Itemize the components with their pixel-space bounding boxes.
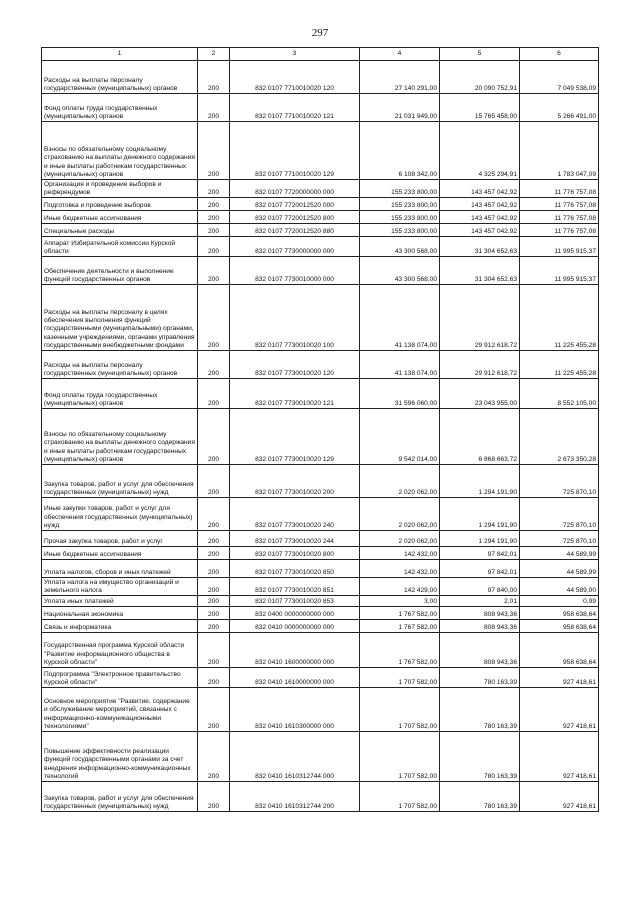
row-code-cell: 832 0107 7710010020 129 — [230, 122, 360, 180]
row-remainder-value-cell: 11 776 757,08 — [520, 180, 599, 198]
row-code-cell: 832 0107 7720012520 880 — [230, 224, 360, 237]
row-col2-cell: 200 — [198, 198, 230, 211]
row-plan-value-cell: 1 707 582,00 — [360, 732, 440, 782]
row-remainder-value-cell: 11 995 915,37 — [520, 257, 599, 285]
row-plan-value-cell: 155 233 800,00 — [360, 180, 440, 198]
row-name-cell: Расходы на выплаты персоналу государственных (муниципальных) органов — [42, 61, 198, 94]
row-remainder-value-cell: 958 638,64 — [520, 633, 599, 668]
row-executed-value-cell: 780 163,39 — [440, 782, 520, 812]
row-name-cell: Аппарат Избирательной комиссии Курской области — [42, 237, 198, 257]
row-remainder-value-cell: 11 225 455,28 — [520, 351, 599, 379]
table-row — [42, 94, 599, 122]
row-col2-cell: 200 — [198, 633, 230, 668]
row-executed-value-cell: 808 943,36 — [440, 607, 520, 620]
row-col2-cell: 200 — [198, 547, 230, 560]
row-plan-value-cell: 1 707 582,00 — [360, 688, 440, 732]
row-code-cell: 832 0107 7720000000 000 — [230, 180, 360, 198]
row-remainder-value-cell: 927 418,61 — [520, 782, 599, 812]
row-col2-cell: 200 — [198, 94, 230, 122]
row-col2-cell: 200 — [198, 782, 230, 812]
row-executed-value-cell: 31 304 652,63 — [440, 237, 520, 257]
row-plan-value-cell: 155 233 800,00 — [360, 211, 440, 224]
row-name-cell: Закупка товаров, работ и услуг для обеспечения государственных (муниципальных) нужд — [42, 465, 198, 498]
row-name-cell: Иные бюджетные ассигнования — [42, 211, 198, 224]
row-col2-cell: 200 — [198, 122, 230, 180]
row-plan-value-cell: 1 767 582,00 — [360, 633, 440, 668]
row-executed-value-cell: 23 043 955,00 — [440, 379, 520, 409]
row-remainder-value-cell: 0,99 — [520, 596, 599, 607]
row-col2-cell: 200 — [198, 560, 230, 578]
row-col2-cell: 200 — [198, 224, 230, 237]
row-code-cell: 832 0107 7730010020 100 — [230, 285, 360, 351]
row-name-cell: Основное мероприятие "Развитие, содержание и обслуживание мероприятий, связанных с информационно-коммуникационными технологиями" — [42, 688, 198, 732]
row-col2-cell: 200 — [198, 409, 230, 465]
row-col2-cell: 200 — [198, 237, 230, 257]
table-row — [42, 237, 599, 257]
row-executed-value-cell: 808 943,36 — [440, 620, 520, 633]
budget-table — [41, 47, 599, 812]
row-executed-value-cell: 31 304 652,63 — [440, 257, 520, 285]
page-number: 297 — [311, 27, 329, 39]
row-name-cell: Подпрограмма "Электронное правительство Курской области" — [42, 668, 198, 688]
row-code-cell: 832 0410 1610312744 000 — [230, 732, 360, 782]
row-col2-cell: 200 — [198, 620, 230, 633]
row-remainder-value-cell: 7 049 538,09 — [520, 61, 599, 94]
row-remainder-value-cell: 958 638,64 — [520, 620, 599, 633]
row-plan-value-cell: 27 140 291,00 — [360, 61, 440, 94]
row-code-cell: 832 0107 7730010020 129 — [230, 409, 360, 465]
row-col2-cell: 200 — [198, 732, 230, 782]
row-remainder-value-cell: 11 776 757,08 — [520, 211, 599, 224]
row-plan-value-cell: 142 429,00 — [360, 578, 440, 596]
row-executed-value-cell: 143 457 042,92 — [440, 224, 520, 237]
row-code-cell: 832 0410 0000000000 000 — [230, 620, 360, 633]
row-code-cell: 832 0107 7730010020 851 — [230, 578, 360, 596]
row-executed-value-cell: 1 294 191,90 — [440, 465, 520, 498]
row-executed-value-cell: 4 325 294,91 — [440, 122, 520, 180]
row-plan-value-cell: 142 432,00 — [360, 560, 440, 578]
row-name-cell: Взносы по обязательному социальному страхованию на выплаты денежного содержания и иные выплаты работникам государственных (муниципальных) органов — [42, 409, 198, 465]
row-name-cell: Уплата налогов, сборов и иных платежей — [42, 560, 198, 578]
row-remainder-value-cell: 11 995 915,37 — [520, 237, 599, 257]
row-plan-value-cell: 6 108 342,00 — [360, 122, 440, 180]
row-col2-cell: 200 — [198, 596, 230, 607]
table-row — [42, 531, 599, 547]
row-name-cell: Связь и информатика — [42, 620, 198, 633]
table-row — [42, 224, 599, 237]
row-code-cell: 832 0107 7730000000 000 — [230, 237, 360, 257]
row-executed-value-cell: 20 090 752,91 — [440, 61, 520, 94]
row-col2-cell: 200 — [198, 688, 230, 732]
row-executed-value-cell: 97 840,00 — [440, 578, 520, 596]
row-code-cell: 832 0107 7730010000 000 — [230, 257, 360, 285]
row-executed-value-cell: 808 943,36 — [440, 633, 520, 668]
row-code-cell: 832 0107 7730010020 850 — [230, 560, 360, 578]
row-remainder-value-cell: 8 552 105,00 — [520, 379, 599, 409]
header-cell: 3 — [230, 48, 360, 61]
row-plan-value-cell: 43 300 568,00 — [360, 257, 440, 285]
row-remainder-value-cell: 11 776 757,08 — [520, 224, 599, 237]
table-row — [42, 465, 599, 498]
row-code-cell: 832 0400 0000000000 000 — [230, 607, 360, 620]
row-remainder-value-cell: 44 589,00 — [520, 578, 599, 596]
row-executed-value-cell: 29 912 618,72 — [440, 351, 520, 379]
header-cell: 6 — [520, 48, 599, 61]
row-remainder-value-cell: 44 589,99 — [520, 547, 599, 560]
row-name-cell: Иные закупки товаров, работ и услуг для обеспечения государственных (муниципальных) нужд — [42, 498, 198, 531]
row-executed-value-cell: 780 163,39 — [440, 668, 520, 688]
row-remainder-value-cell: 725 870,10 — [520, 465, 599, 498]
row-remainder-value-cell: 2 673 350,28 — [520, 409, 599, 465]
row-name-cell: Иные бюджетные ассигнования — [42, 547, 198, 560]
row-code-cell: 832 0107 7710010020 121 — [230, 94, 360, 122]
row-col2-cell: 200 — [198, 351, 230, 379]
row-remainder-value-cell: 725 870,10 — [520, 531, 599, 547]
table-row — [42, 198, 599, 211]
row-name-cell: Закупка товаров, работ и услуг для обеспечения государственных (муниципальных) нужд — [42, 782, 198, 812]
table-row — [42, 351, 599, 379]
row-executed-value-cell: 2,01 — [440, 596, 520, 607]
row-plan-value-cell: 21 031 949,00 — [360, 94, 440, 122]
row-code-cell: 832 0107 7730010020 800 — [230, 547, 360, 560]
row-executed-value-cell: 143 457 042,92 — [440, 211, 520, 224]
row-col2-cell: 200 — [198, 607, 230, 620]
row-name-cell: Фонд оплаты труда государственных (муниципальных) органов — [42, 379, 198, 409]
row-code-cell: 832 0107 7730010020 853 — [230, 596, 360, 607]
row-name-cell: Государственная программа Курской области "Развитие информационного общества в Курской области" — [42, 633, 198, 668]
table-row — [42, 547, 599, 560]
row-remainder-value-cell: 5 266 491,00 — [520, 94, 599, 122]
row-plan-value-cell: 41 138 074,00 — [360, 351, 440, 379]
table-row — [42, 688, 599, 732]
row-col2-cell: 200 — [198, 61, 230, 94]
row-col2-cell: 200 — [198, 578, 230, 596]
row-code-cell: 832 0107 7730010020 200 — [230, 465, 360, 498]
row-code-cell: 832 0410 1610000000 000 — [230, 668, 360, 688]
row-plan-value-cell: 1 767 582,00 — [360, 620, 440, 633]
table-row — [42, 211, 599, 224]
table-row — [42, 409, 599, 465]
header-cell: 1 — [42, 48, 198, 61]
row-name-cell: Прочая закупка товаров, работ и услуг — [42, 531, 198, 547]
row-col2-cell: 200 — [198, 498, 230, 531]
row-code-cell: 832 0107 7730010020 244 — [230, 531, 360, 547]
row-col2-cell: 200 — [198, 465, 230, 498]
row-executed-value-cell: 6 868 663,72 — [440, 409, 520, 465]
row-plan-value-cell: 2 020 062,00 — [360, 465, 440, 498]
header-cell: 5 — [440, 48, 520, 61]
row-plan-value-cell: 41 138 074,00 — [360, 285, 440, 351]
row-col2-cell: 200 — [198, 531, 230, 547]
table-row — [42, 620, 599, 633]
row-plan-value-cell: 9 542 014,00 — [360, 409, 440, 465]
table-row — [42, 61, 599, 94]
row-remainder-value-cell: 927 418,61 — [520, 668, 599, 688]
row-executed-value-cell: 97 842,01 — [440, 547, 520, 560]
row-name-cell: Расходы на выплаты персоналу в целях обеспечения выполнения функций государственными (муниципальными) органами, казенными учреждениями, органами управления государственными внебюджетными фондами — [42, 285, 198, 351]
row-executed-value-cell: 780 163,39 — [440, 688, 520, 732]
row-code-cell: 832 0107 7730010020 240 — [230, 498, 360, 531]
row-col2-cell: 200 — [198, 379, 230, 409]
row-remainder-value-cell: 44 589,99 — [520, 560, 599, 578]
row-code-cell: 832 0410 1610312744 200 — [230, 782, 360, 812]
row-code-cell: 832 0107 7710010020 120 — [230, 61, 360, 94]
row-name-cell: Организация и проведение выборов и референдумов — [42, 180, 198, 198]
table-row — [42, 560, 599, 578]
row-executed-value-cell: 29 912 618,72 — [440, 285, 520, 351]
row-code-cell: 832 0107 7720012520 800 — [230, 211, 360, 224]
row-plan-value-cell: 3,00 — [360, 596, 440, 607]
row-name-cell: Фонд оплаты труда государственных (муниципальных) органов — [42, 94, 198, 122]
row-plan-value-cell: 2 020 062,00 — [360, 498, 440, 531]
table-row — [42, 122, 599, 180]
row-code-cell: 832 0107 7730010020 120 — [230, 351, 360, 379]
row-plan-value-cell: 1 767 582,00 — [360, 607, 440, 620]
row-remainder-value-cell: 725 870,10 — [520, 498, 599, 531]
table-row — [42, 607, 599, 620]
row-name-cell: Обеспечение деятельности и выполнение функций государственных органов — [42, 257, 198, 285]
table-row — [42, 633, 599, 668]
row-name-cell: Уплата налога на имущество организаций и земельного налога — [42, 578, 198, 596]
row-col2-cell: 200 — [198, 257, 230, 285]
row-code-cell: 832 0107 7720012520 000 — [230, 198, 360, 211]
row-plan-value-cell: 155 233 800,00 — [360, 198, 440, 211]
table-row — [42, 732, 599, 782]
row-name-cell: Взносы по обязательному социальному страхованию на выплаты денежного содержания и иные выплаты работникам государственных (муниципальных) органов — [42, 122, 198, 180]
row-name-cell: Специальные расходы — [42, 224, 198, 237]
row-col2-cell: 200 — [198, 668, 230, 688]
row-code-cell: 832 0107 7730010020 121 — [230, 379, 360, 409]
row-name-cell: Подготовка и проведение выборов — [42, 198, 198, 211]
table-row — [42, 782, 599, 812]
header-row — [42, 48, 599, 61]
row-plan-value-cell: 2 020 062,00 — [360, 531, 440, 547]
row-executed-value-cell: 143 457 042,92 — [440, 198, 520, 211]
table-row — [42, 285, 599, 351]
row-remainder-value-cell: 958 638,64 — [520, 607, 599, 620]
row-executed-value-cell: 1 294 191,90 — [440, 531, 520, 547]
table-row — [42, 257, 599, 285]
row-code-cell: 832 0410 1610300000 000 — [230, 688, 360, 732]
table-row — [42, 668, 599, 688]
row-col2-cell: 200 — [198, 285, 230, 351]
row-name-cell: Уплата иных платежей — [42, 596, 198, 607]
row-remainder-value-cell: 11 776 757,08 — [520, 198, 599, 211]
row-col2-cell: 200 — [198, 180, 230, 198]
row-remainder-value-cell: 11 225 455,28 — [520, 285, 599, 351]
table-row — [42, 596, 599, 607]
row-executed-value-cell: 15 765 458,00 — [440, 94, 520, 122]
row-remainder-value-cell: 1 783 047,09 — [520, 122, 599, 180]
row-plan-value-cell: 43 300 568,00 — [360, 237, 440, 257]
row-executed-value-cell: 97 842,01 — [440, 560, 520, 578]
row-executed-value-cell: 1 294 191,90 — [440, 498, 520, 531]
table-row — [42, 498, 599, 531]
row-plan-value-cell: 155 233 800,00 — [360, 224, 440, 237]
row-plan-value-cell: 142 432,00 — [360, 547, 440, 560]
table-row — [42, 578, 599, 596]
row-name-cell: Расходы на выплаты персоналу государственных (муниципальных) органов — [42, 351, 198, 379]
row-name-cell: Повышение эффективности реализации функций государственными органами за счет внедрения информационно-коммуникационных технологий — [42, 732, 198, 782]
header-cell: 4 — [360, 48, 440, 61]
row-col2-cell: 200 — [198, 211, 230, 224]
row-remainder-value-cell: 927 418,61 — [520, 732, 599, 782]
row-executed-value-cell: 780 163,39 — [440, 732, 520, 782]
row-remainder-value-cell: 927 418,61 — [520, 688, 599, 732]
row-code-cell: 832 0410 1600000000 000 — [230, 633, 360, 668]
row-executed-value-cell: 143 457 042,92 — [440, 180, 520, 198]
row-plan-value-cell: 1 707 582,00 — [360, 668, 440, 688]
row-plan-value-cell: 31 596 060,00 — [360, 379, 440, 409]
table-row — [42, 379, 599, 409]
header-cell: 2 — [198, 48, 230, 61]
row-plan-value-cell: 1 707 582,00 — [360, 782, 440, 812]
table-row — [42, 180, 599, 198]
row-name-cell: Национальная экономика — [42, 607, 198, 620]
